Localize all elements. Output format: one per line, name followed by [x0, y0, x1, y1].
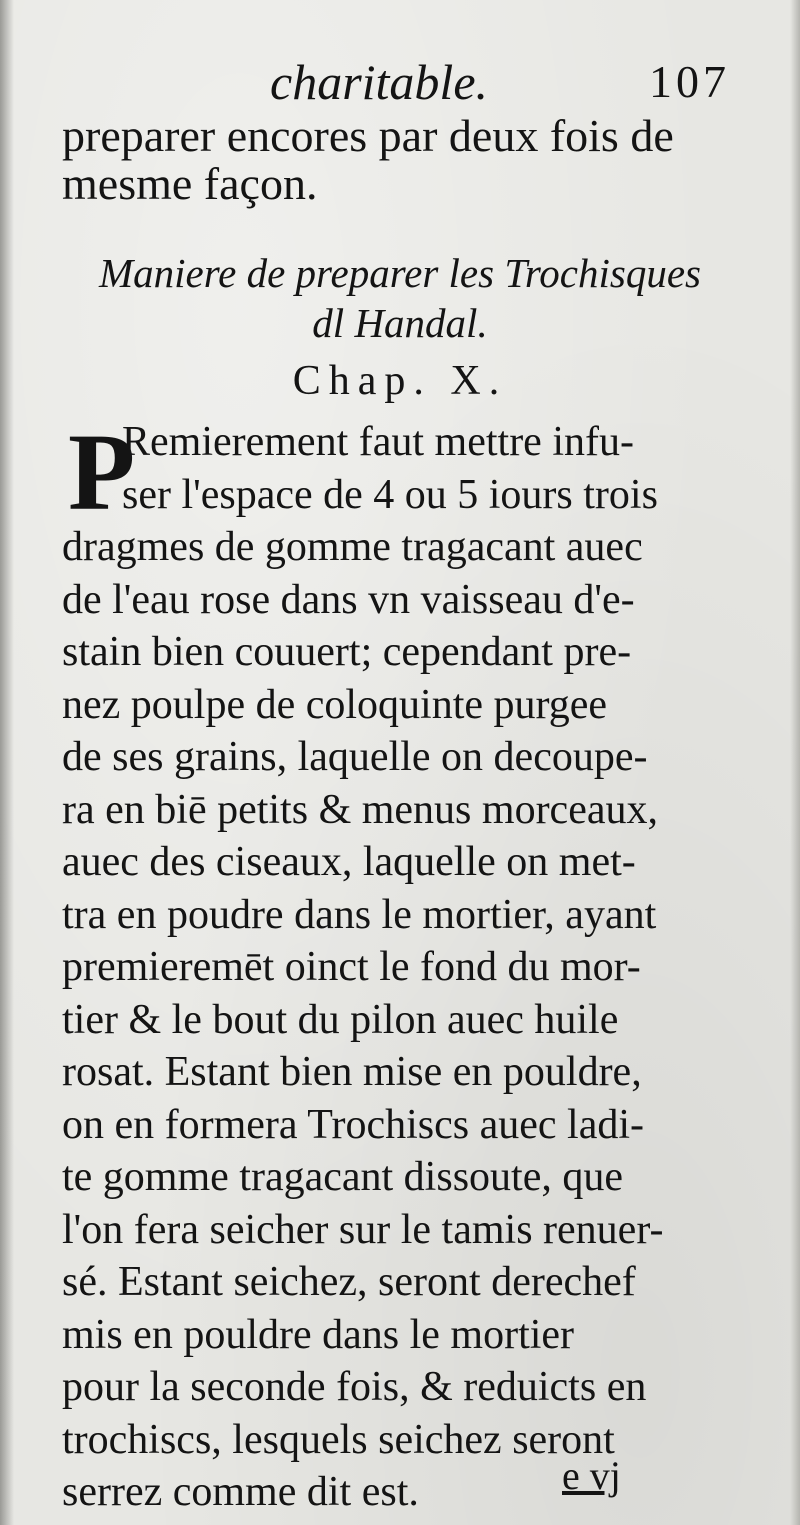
body-line: de ses grains, laquelle on decoupe-	[62, 734, 648, 780]
body-line: tier & le bout du pilon auec huile	[62, 996, 619, 1043]
body-line: auec des ciseaux, laquelle on met-	[62, 839, 636, 885]
body-line: tra en poudre dans le mortier, ayant	[62, 891, 657, 938]
body-line: de l'eau rose dans vn vaisseau d'e-	[62, 576, 635, 623]
body-line: l'on fera seicher sur le tamis renuer-	[62, 1206, 664, 1253]
body-line: mis en pouldre dans le mortier	[62, 1311, 575, 1358]
body-line: ra en biē petits & menus morceaux,	[62, 786, 658, 833]
body-text	[62, 411, 752, 1519]
signature-mark: e vj	[562, 1453, 621, 1498]
body-line: dragmes de gomme tragacant auec	[62, 524, 643, 570]
body-line: rosat. Estant bien mise en pouldre,	[62, 1049, 642, 1095]
body-line: pour la seconde fois, & reduicts en	[62, 1364, 647, 1410]
body-line: sé. Estant seichez, seront derechef	[62, 1259, 636, 1305]
page-header	[60, 52, 740, 112]
body-line: serrez comme dit est.	[62, 1469, 419, 1515]
continuation-line: mesme façon.	[62, 158, 318, 209]
continuation-line: preparer encores par deux fois de	[62, 110, 674, 161]
chapter-heading: Chap. X.	[292, 358, 508, 404]
section-title	[60, 248, 740, 348]
body-line: ser l'espace de 4 ou 5 iours trois	[122, 471, 658, 518]
body-line: trochiscs, lesquels seichez seront	[62, 1416, 615, 1463]
page-edge-shadow-left	[0, 0, 14, 1525]
running-head: charitable.	[270, 54, 489, 110]
body-line: stain bien couuert; cependant pre-	[62, 629, 632, 675]
body-line: premieremēt oinct le fond du mor-	[62, 944, 641, 990]
body-line: te gomme tragacant dissoute, que	[62, 1154, 623, 1200]
body-line: on en formera Trochiscs auec ladi-	[62, 1101, 644, 1148]
section-title-line: dl Handal.	[312, 300, 488, 346]
drop-cap: P	[68, 411, 136, 533]
page-number: 107	[649, 56, 730, 107]
continuation-text	[62, 112, 742, 208]
section-title-line: Maniere de preparer les Trochisques	[98, 250, 701, 296]
first-line-text: Remierement faut mettre infu-	[122, 419, 634, 465]
page-edge-shadow-right	[790, 0, 800, 1525]
body-line: nez poulpe de coloquinte purgee	[62, 681, 608, 728]
